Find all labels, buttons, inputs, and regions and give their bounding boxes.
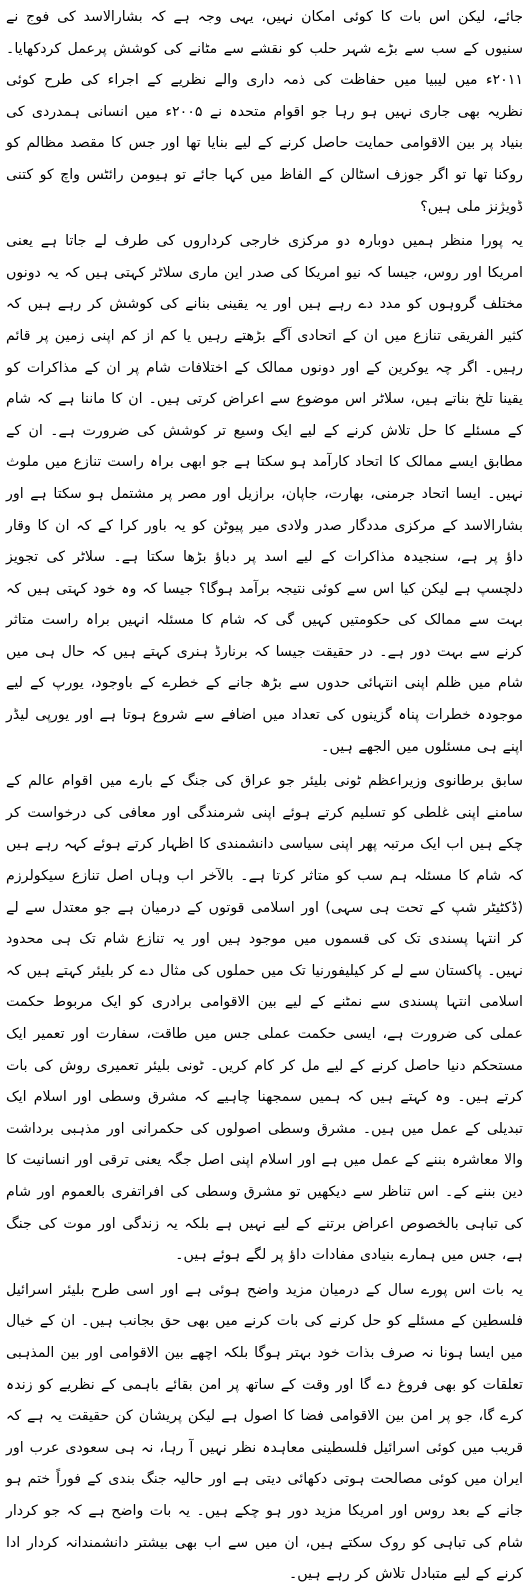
article-body	[6, 2, 523, 1591]
article-paragraph-3: سابق برطانوی وزیراعظم ٹونی بلیئر جو عراق کی جنگ کے بارے میں اقوام عالم کے سامنے اپنی غلطی کو تسلیم کرتے ہوئے اپنی شرمندگی اور معافی کی درخواست کر چکے ہیں اب ایک مرتبہ پھر اپنی سیاسی دانشمندی کا اظہار کرتے ہوئے کہہ رہے ہیں کہ شام کا مسئلہ ہم سب کو متاثر کرتا ہے۔ بالآخر اب وہاں اصل تنازع سیکولرزم (ڈکٹیٹر شپ کے تحت ہی سہی) اور اسلامی قوتوں کے درمیان ہے جو معتدل سے لے کر انتہا پسندی تک کی قسموں میں موجود ہیں اور یہ تنازع شام تک ہی محدود نہیں۔ پاکستان سے لے کر کیلیفورنیا تک میں حملوں کی مثال دے کر بلیئر کہتے ہیں کہ اسلامی انتہا پسندی سے نمٹنے کے لیے بین الاقوامی برادری کو ایک مربوط حکمت عملی کی ضرورت ہے، ایسی حکمت عملی جس میں طاقت، سفارت اور تعمیر ایک مستحکم دنیا حاصل کرنے کے لیے مل کر کام کریں۔ ٹونی بلیئر تعمیری روش کی بات کرتے ہیں۔ وہ کہتے ہیں کہ ہمیں سمجھنا چاہیے کہ مشرق وسطی اور اسلام ایک تبدیلی کے عمل میں ہیں۔ مشرق وسطی اصولوں کی حکمرانی اور مذہبی برداشت والا معاشرہ بننے کے عمل میں ہے اور اسلام اپنی اصل جگہ یعنی ترقی اور انسانیت کا دین بننے کے۔ اس تناظر سے دیکھیں تو مشرق وسطی کی افراتفری بالعموم اور شام کی تباہی بالخصوص اعراض برتنے کے لیے نہیں ہے بلکہ یہ زندگی اور موت کی جنگ ہے، جس میں ہمارے بنیادی مفادات داؤ پر لگے ہوئے ہیں۔	[6, 773, 523, 1264]
article-paragraph-2: یہ پورا منظر ہمیں دوبارہ دو مرکزی خارجی کرداروں کی طرف لے جاتا ہے یعنی امریکا اور روس، جیسا کہ نیو امریکا کی صدر این ماری سلاٹر کہتی ہیں کہ یہ دونوں مختلف گروہوں کو مدد دے رہے ہیں اور یہ یقینی بنانے کی کوشش کر رہے ہیں کہ کثیر الفریقی تنازع میں ان کے اتحادی آگے بڑھتے رہیں یا کم از کم اپنی زمین پر قائم رہیں۔ اگر چہ یوکرین کے اور دونوں ممالک کے اختلافات شام پر ان کے مذاکرات کو یقینا تلخ بناتے ہیں، سلاٹر اس موضوع سے اعراض کرتی ہیں۔ ان کا ماننا ہے کہ شام کے مسئلے کا حل تلاش کرنے کے لیے ایک وسیع تر کوشش کی ضرورت ہے۔ ان کے مطابق ایسے ممالک کا اتحاد کارآمد ہو سکتا ہے جو ابھی براہ راست تنازع میں ملوث نہیں۔ ایسا اتحاد جرمنی، بھارت، جاپان، برازیل اور مصر پر مشتمل ہو سکتا ہے اور بشارالاسد کے مرکزی مددگار صدر ولادی میر پیوٹن کو یہ باور کرا کے کہ ان کا وقار داؤ پر ہے، سنجیدہ مذاکرات کے لیے اسد پر دباؤ بڑھا سکتا ہے۔ سلاٹر کی تجویز دلچسپ ہے لیکن کیا اس سے کوئی نتیجہ برآمد ہوگا؟ جیسا کہ وہ خود کہتی ہیں کہ بہت سے ممالک کی حکومتیں کہیں گی کہ شام کا مسئلہ انہیں براہ راست متاثر کرنے سے بہت دور ہے۔ در حقیقت جیسا کہ برنارڈ ہنری کہتے ہیں کہ حال ہی میں شام میں ظلم اپنی انتہائی حدوں سے بڑھ جانے کے خطرے کے باوجود، یورپ کے لیے موجودہ خطرات پناہ گزینوں کی تعداد میں اضافے سے شروع ہوتا ہے اور یورپی لیڈر اپنے ہی مسئلوں میں الجھے ہیں۔	[6, 233, 523, 755]
article-paragraph-4: یہ بات اس پورے سال کے درمیان مزید واضح ہوئی ہے اور اسی طرح بلیئر اسرائیل فلسطین کے مسئلے کو حل کرنے کی بات کرنے میں بھی حق بجانب ہیں۔ ان کے خیال میں ایسا ہونا نہ صرف بذات خود بہتر ہوگا بلکہ اچھے بین الاقوامی اور بین المذہبی تعلقات کو بھی فروغ دے گا اور وقت کے ساتھ پر امن بقائے باہمی کے نظریے کو زندہ کرے گا، جو پر امن بین الاقوامی فضا کا اصول ہے لیکن پریشان کن حقیقت یہ ہے کہ قریب میں کوئی اسرائیل فلسطینی معاہدہ نظر نہیں آ رہا، نہ ہی سعودی عرب اور ایران میں کوئی مصالحت ہوتی دکھائی دیتی ہے اور حالیہ جنگ بندی کے فوراً ختم ہو جانے کے بعد روس اور امریکا مزید دور ہو چکے ہیں۔ یہ بات واضح ہے کہ جو کردار شام کی تباہی کو روک سکتے ہیں، ان میں سے اب بھی بیشتر دانشمندانہ کردار ادا کرنے کے لیے متبادل تلاش کر رہے ہیں۔	[6, 1281, 523, 1583]
article-paragraph-1: جائے، لیکن اس بات کا کوئی امکان نہیں، یہی وجہ ہے کہ بشارالاسد کی فوج نے سنیوں کے سب سے بڑے شہر حلب کو نقشے سے مٹانے کی کوشش پرعمل کردکھایا۔ ۲۰۱۱ء میں لیبیا میں حفاظت کی ذمہ داری والے نظریے کے اجراء کی طرح کوئی نظریہ بھی جاری نہیں ہو رہا جو اقوام متحدہ نے ۲۰۰۵ء میں انسانی ہمدردی کی بنیاد پر بین الاقوامی حمایت حاصل کرنے کے لیے بنایا تھا اور جس کا مقصد مظالم کو روکنا تھا تو اگر جوزف اسٹالن کے الفاظ میں کہا جائے تو ہیومن رائٹس واچ کو کتنی ڈویژنز ملی ہیں؟	[6, 9, 523, 215]
